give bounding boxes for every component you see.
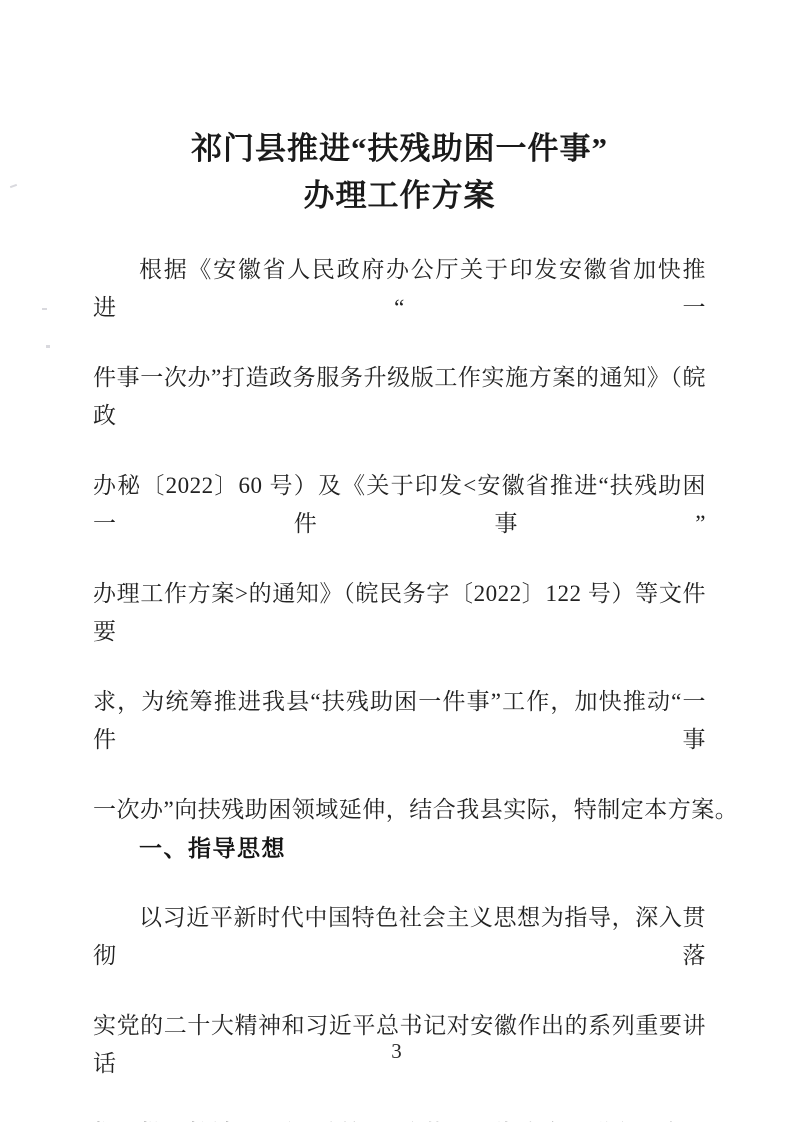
text-line — [93, 1115, 706, 1122]
title-line-2: 办理工作方案 — [303, 178, 496, 213]
text-line: 件事一次办”打造政务服务升级版工作实施方案的通知》（皖政 — [93, 365, 706, 428]
text-line: 办秘〔2022〕60 号）及《关于印发<安徽省推进“扶残助困一件事” — [93, 473, 706, 536]
document-title — [93, 125, 706, 219]
scan-speck — [46, 345, 50, 348]
section-heading: 一、指导思想 — [139, 835, 286, 861]
text-line: 以习近平新时代中国特色社会主义思想为指导，深入贯彻落 — [93, 905, 706, 968]
text-line: 一次办”向扶残助困领域延伸，结合我县实际，特制定本方案。 — [93, 797, 739, 822]
page-number: 3 — [391, 1039, 402, 1063]
scan-speck — [42, 308, 47, 310]
text-line: 办理工作方案>的通知》（皖民务字〔2022〕122 号）等文件要 — [93, 581, 706, 644]
text-line: 实党的二十大精神和习近平总书记对安徽作出的系列重要讲话 — [93, 1013, 706, 1076]
page-footer — [0, 1039, 793, 1064]
title-line-1: 祁门县推进“扶残助困一件事” — [191, 131, 608, 166]
scan-speck — [10, 184, 17, 188]
body-lines — [93, 251, 739, 1122]
text-line: 根据《安徽省人民政府办公厅关于印发安徽省加快推进“一 — [93, 257, 706, 320]
text-line: 求，为统筹推进我县“扶残助困一件事”工作，加快推动“一件事 — [93, 689, 706, 752]
